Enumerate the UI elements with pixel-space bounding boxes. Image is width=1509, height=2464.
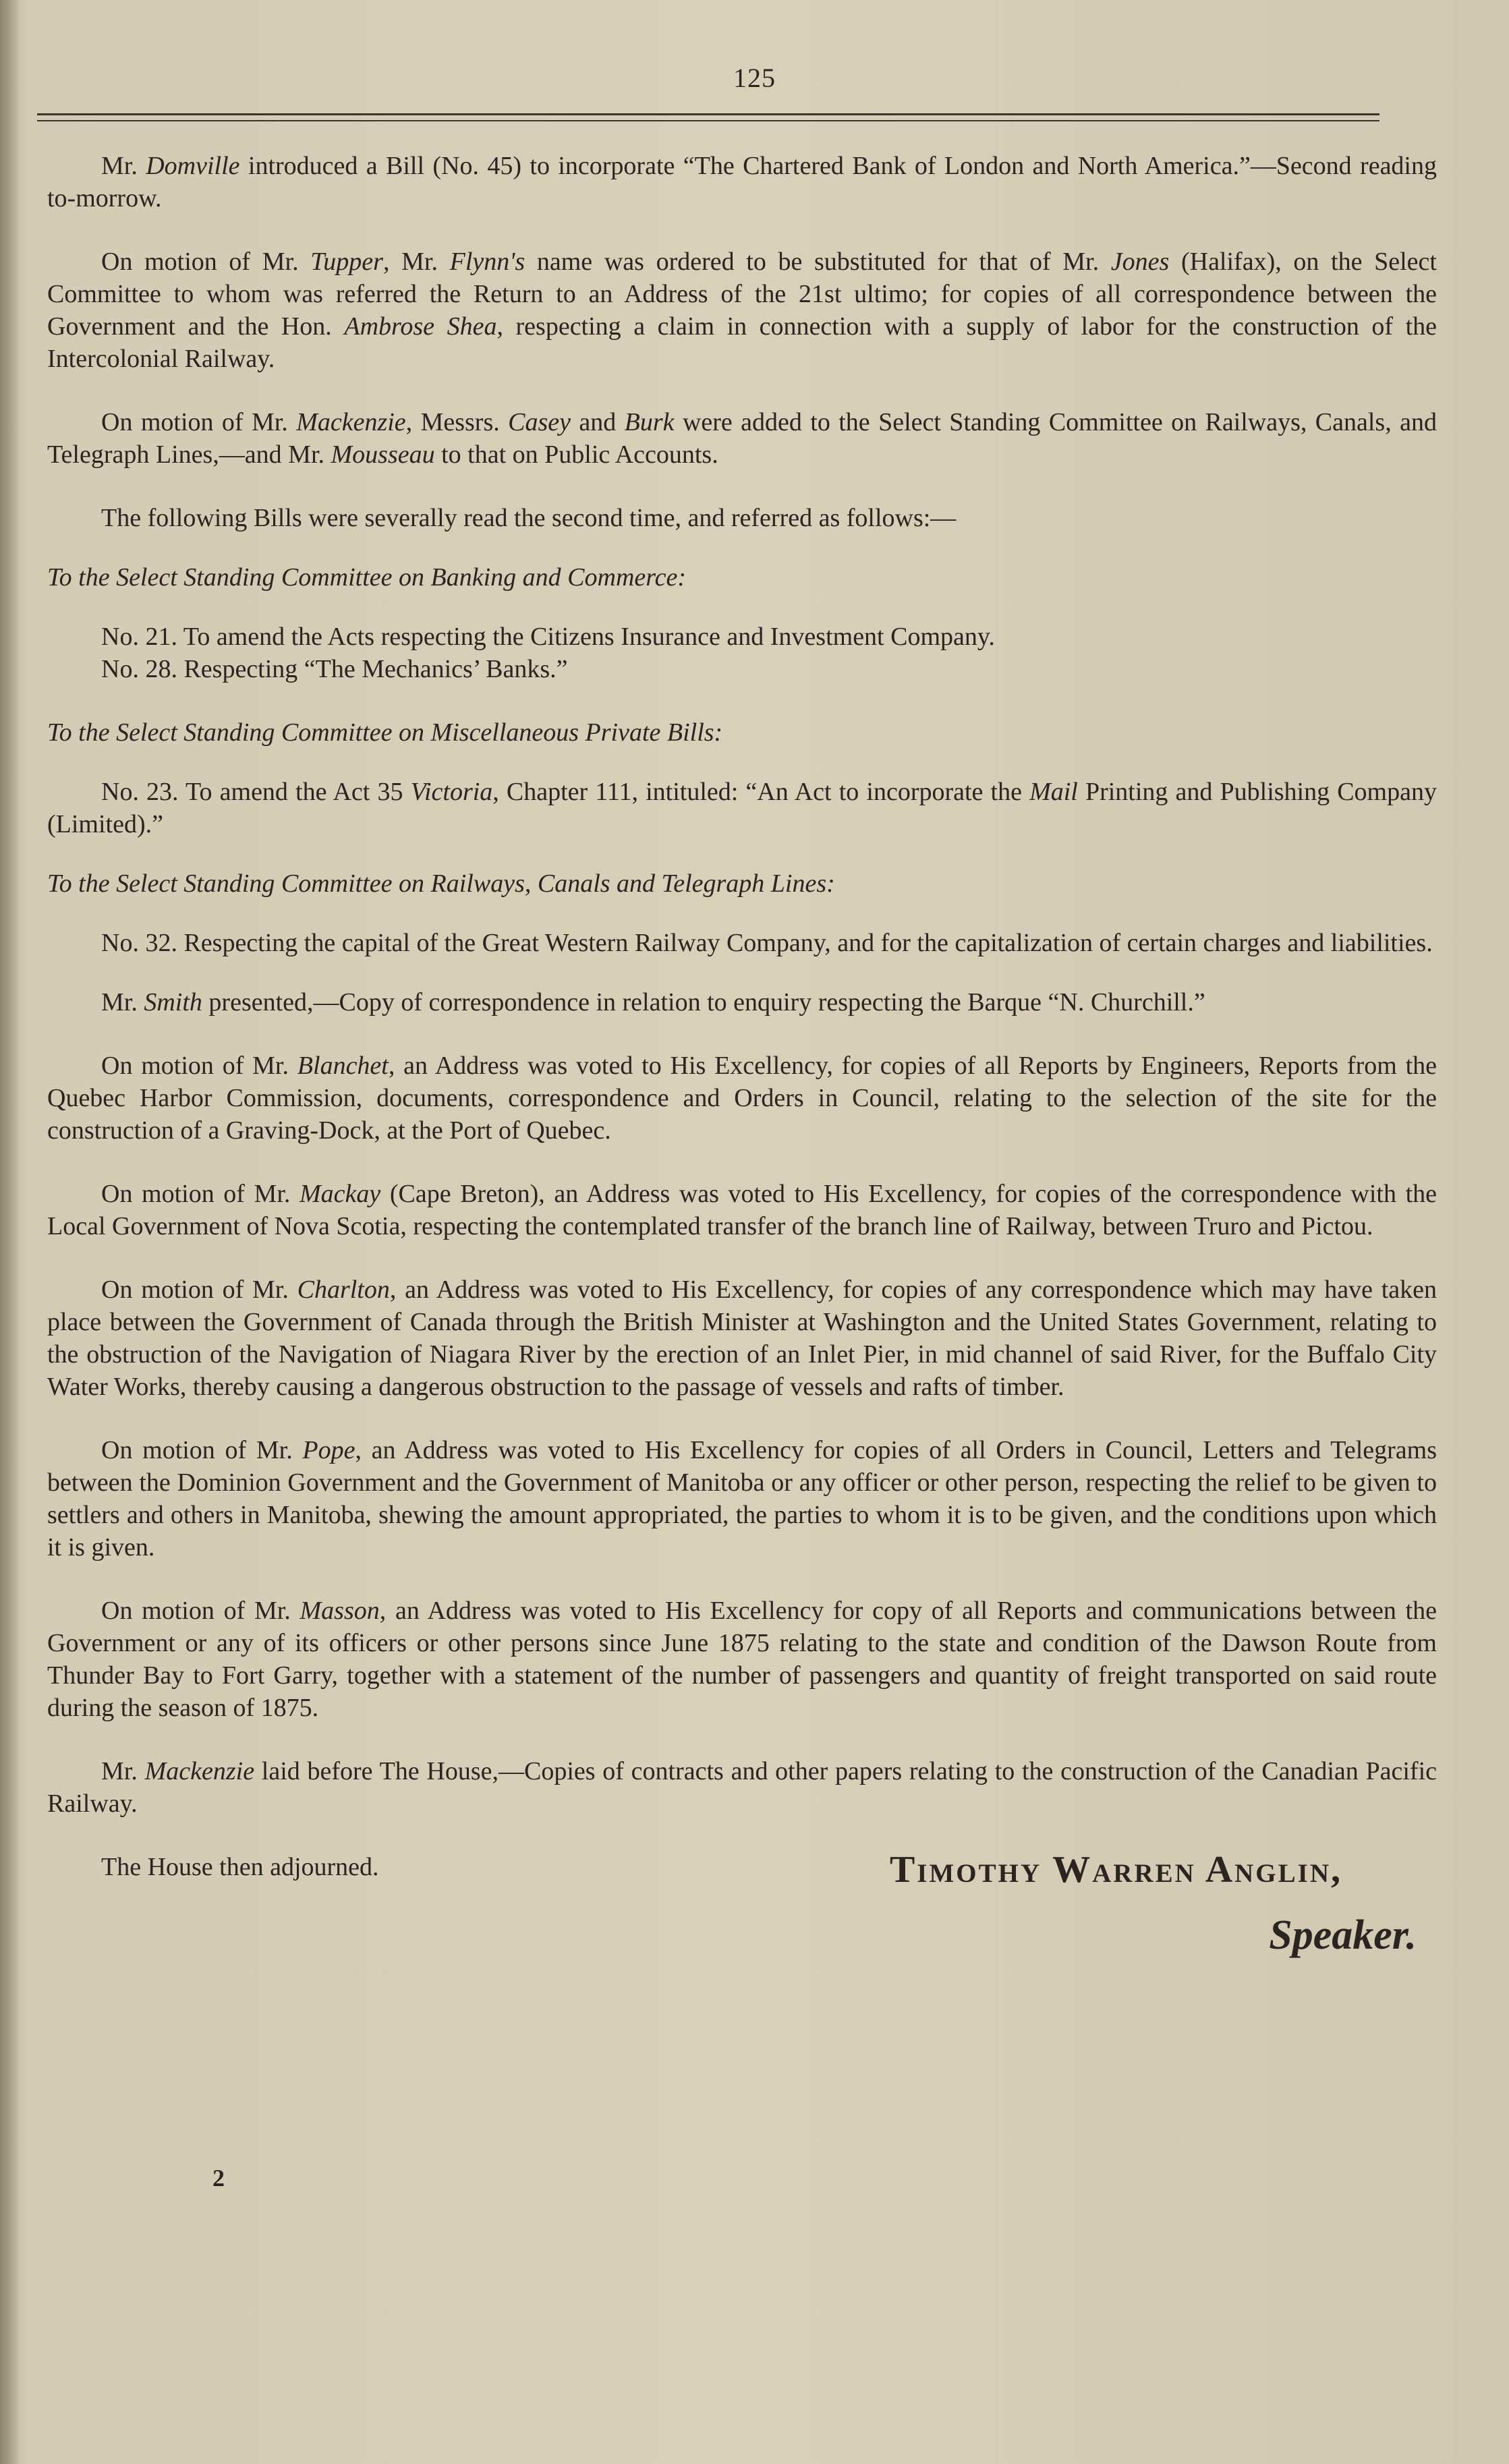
paragraph-mackay-motion: On motion of Mr. Mackay (Cape Breton), an Address was voted to His Excellency, for copies of the correspondence with the Local Government of Nova Scotia, respecting the contemplated transfer of the branch line of Railway, between Truro and Pictou.	[47, 1180, 1437, 1240]
paragraph-mackenzie-committee: On motion of Mr. Mackenzie, Messrs. Casey and Burk were added to the Select Standing Committee on Railways, Canals, and Telegraph Lines,—and Mr. Mousseau to that on Public Accounts.	[47, 408, 1437, 469]
bill-item-mail-printing: No. 23. To amend the Act 35 Victoria, Chapter 111, intituled: “An Act to incorporate the Mail Printing and Publishing Company (Limited).”	[47, 778, 1437, 838]
paragraph-masson-motion: On motion of Mr. Masson, an Address was voted to His Excellency for copy of all Reports and communications between the Government or any of its officers or other persons since June 1875 relating to the state and condition of the Dawson Route from Thunder Bay to Fort Garry, together with a statement of the number of passengers and quantity of freight transported on said route during the season of 1875.	[47, 1597, 1437, 1722]
speaker-title: Speaker.	[1269, 1912, 1417, 1958]
bill-item: No. 28. Respecting “The Mechanics’ Banks.”	[101, 655, 568, 683]
heading-banking-commerce: To the Select Standing Committee on Banking and Commerce:	[47, 563, 687, 592]
speaker-name: Timothy Warren Anglin,	[889, 1849, 1342, 1891]
paragraph-adjourned: The House then adjourned.	[101, 1853, 379, 1881]
paragraph-mackenzie-contracts: Mr. Mackenzie laid before The House,—Copies of contracts and other papers relating to the construction of the Canadian Pacific Railway.	[47, 1757, 1437, 1818]
header-rule-top	[37, 113, 1379, 115]
paragraph-charlton-motion: On motion of Mr. Charlton, an Address was voted to His Excellency, for copies of any correspondence which may have taken place between the Government of Canada through the British Minister at Washington and the United States Government, relating to the obstruction of the Navigation of Niagara River by the erection of an Inlet Pier, in mid channel of said River, for the Buffalo City Water Works, thereby causing a dangerous obstruction to the passage of vessels and rafts of timber.	[47, 1276, 1437, 1401]
binding-shadow	[0, 0, 20, 2464]
journal-body	[47, 150, 1437, 1914]
paragraph-pope-motion: On motion of Mr. Pope, an Address was voted to His Excellency for copies of all Orders in Council, Letters and Telegrams between the Dominion Government and the Government of Manitoba or any officer or other person, respecting the relief to be given to settlers and others in Manitoba, shewing the amount appropriated, the parties to whom it is to be given, and the conditions upon which it is given.	[47, 1436, 1437, 1562]
paragraph-smith-presented: Mr. Smith presented,—Copy of correspondence in relation to enquiry respecting the Barque “N. Churchill.”	[101, 988, 1205, 1016]
paragraph-bills-read: The following Bills were severally read the second time, and referred as follows:—	[101, 504, 957, 532]
heading-railways-canals: To the Select Standing Committee on Railways, Canals and Telegraph Lines:	[47, 869, 835, 898]
page-number: 125	[733, 63, 776, 93]
signature-block	[769, 1848, 1417, 1959]
heading-private-bills: To the Select Standing Committee on Miscellaneous Private Bills:	[47, 718, 723, 747]
paragraph-tupper-motion: On motion of Mr. Tupper, Mr. Flynn's name was ordered to be substituted for that of Mr. Jones (Halifax), on the Select Committee to whom was referred the Return to an Address of the 21st ultimo; for copies of all correspondence between the Government and the Hon. Ambrose Shea, respecting a claim in connection with a supply of labor for the construction of the Intercolonial Railway.	[47, 248, 1437, 373]
bill-item: No. 21. To amend the Acts respecting the Citizens Insurance and Investment Company.	[101, 623, 995, 651]
header-rule-bottom	[37, 120, 1379, 121]
paragraph-domville-bill: Mr. Domville introduced a Bill (No. 45) to incorporate “The Chartered Bank of London and North America.”—Second reading to-morrow.	[47, 152, 1437, 212]
bill-item-great-western: No. 32. Respecting the capital of the Great Western Railway Company, and for the capitalization of certain charges and liabilities.	[101, 929, 1433, 957]
paragraph-blanchet-motion: On motion of Mr. Blanchet, an Address was voted to His Excellency, for copies of all Reports by Engineers, Reports from the Quebec Harbor Commission, documents, correspondence and Orders in Council, relating to the selection of the site for the construction of a Graving-Dock, at the Port of Quebec.	[47, 1052, 1437, 1145]
banking-bill-list	[47, 621, 1437, 685]
signature-mark: 2	[212, 2165, 225, 2191]
